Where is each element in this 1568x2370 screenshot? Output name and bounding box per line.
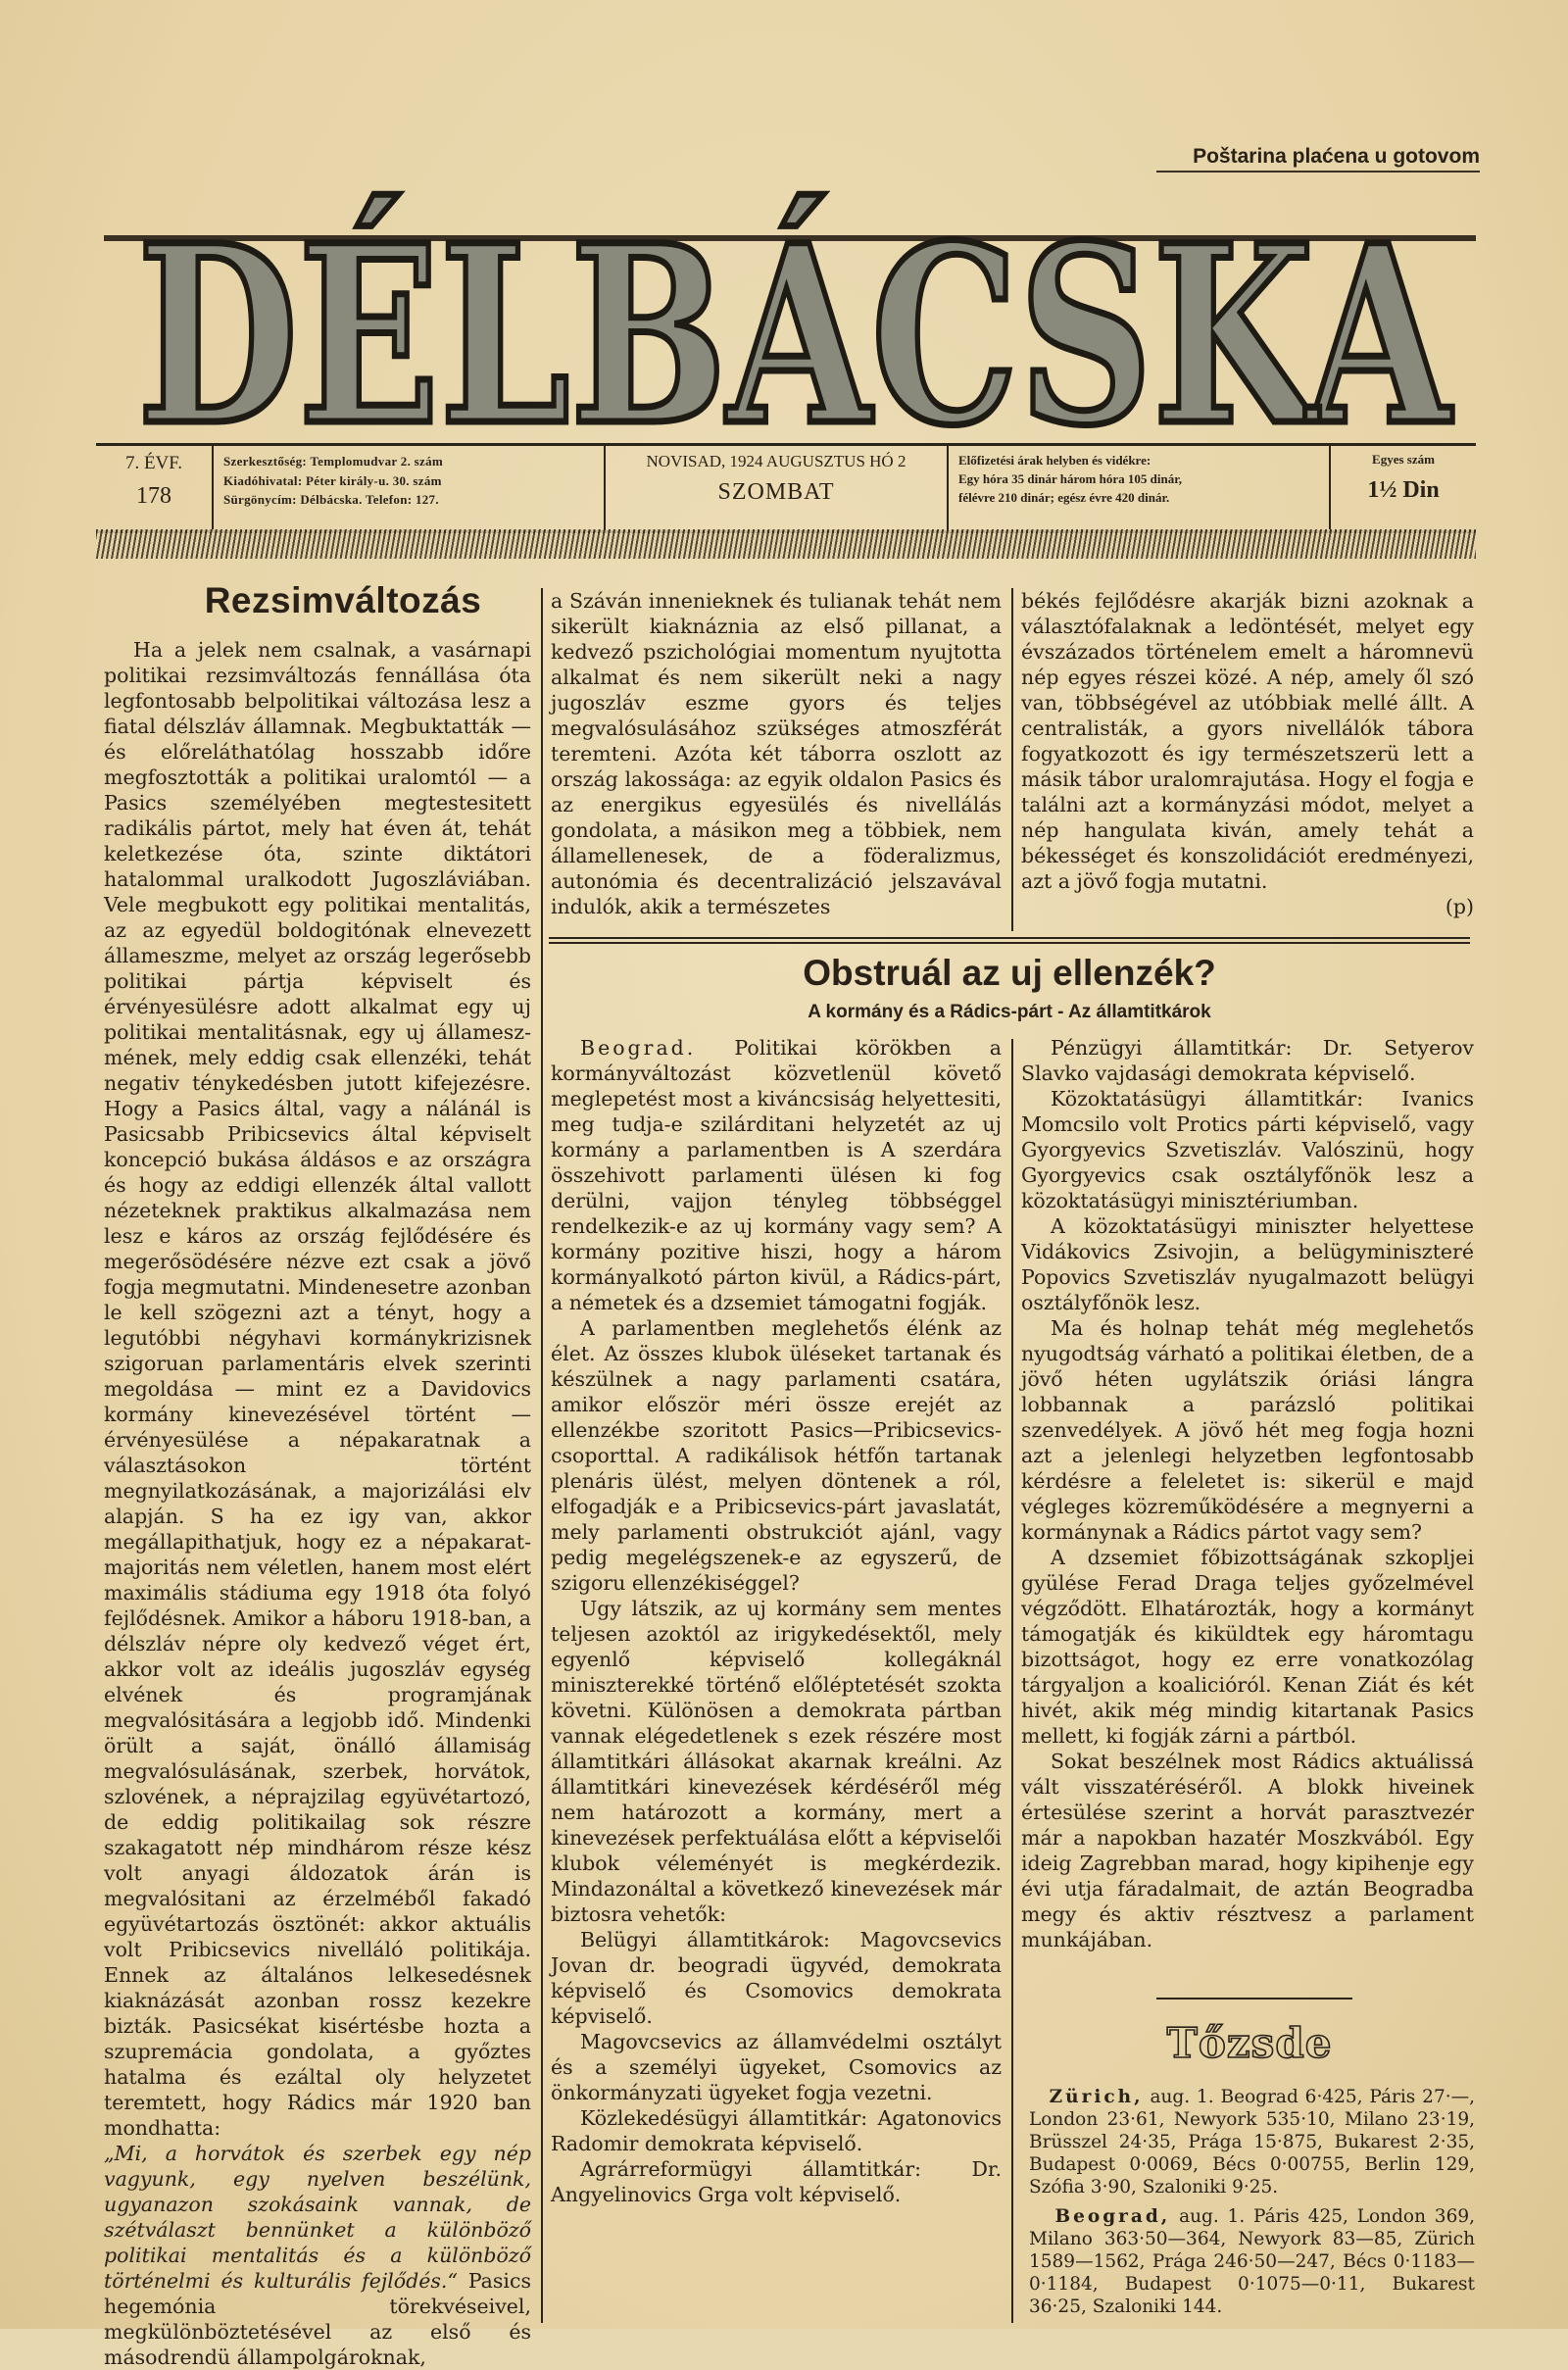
editorial-line: Szerkesztőség: Templomudvar 2. szám [223,454,444,469]
paragraph: Belügyi államtitkárok: Magovcsevics Jovan dr. beogradi ügyvéd, demokrata képviselő és Csomovics demokrata képviselő. [551,1928,1002,2028]
year-label: 7. ÉVF. [124,453,183,473]
article-subtitle: A kormány és a Rádics-párt - Az államtitkárok [808,1002,1211,1022]
signature: (p) [1445,895,1474,918]
article2-column3 [1021,1035,1474,1991]
price-line: félévre 210 dinár; egész évre 420 dinár. [958,489,1170,505]
editorial-cell [214,446,606,530]
paragraph: Sokat beszélnek most Rádics aktuálissá vált visszatéréséről. A blokk hiveinek értesülése szerint a horvát parasztvezér már a napokban hazatér Moszkvából. Egy ideig Zagrebban marad, hogy kipihenje egy évi utja fáradalmait, de aztán Beogradba megy és aktiv résztvesz a parlament munkájában. [1021,1750,1474,1951]
paragraph: a Száván innenieknek és tulianak tehát nem sikerült kiaknáznia az első pillanat, a kedvező pszichológiai momentum nyujtotta alkalmat és nem sikerült neki a nagy jugoszláv eszme gyors és teljes megvalósulásához szükséges atmoszférát teremteni. Azóta két táborra oszlott az ország lakossága: az egyik oldalon Pasics és az energikus egyesülés és nivellálás gondolata, a másikon meg a többiek, nem államellenesek, de a föderalizmus, autonómia és decentralizáció jelszavával indulók, akik a természetes [551,589,1002,918]
paragraph: Közlekedésügyi államtitkár: Agatonovics Radomir demokrata képviselő. [551,2106,1002,2155]
pull-quote: „Mi, a horvátok és szerbek egy nép vagyunk, egy nyelven beszélünk, ugyanazon szokásaink vannak, de szétválaszt bennünket a különböző politikai mentalitás és a különböző történelmi és kulturális fejlődés.“ Pasics hegemónia törekvéseivel, megkülönböztetésével az első és másodrendü állampolgároknak, [104,2142,531,2369]
paragraph: Beograd. Politikai körökben a kormányváltozást közvetlenül követő meglepetést most a kiváncsiság helyettesiti, meg tudja-e szilárditani helyzetét az uj kormány a parlamentben is A szerdára összehivott parlamenti ülésen ki fog derülni, vajjon tényleg többséggel rendelkezik-e az uj kormány vagy sem? A kormány pozitive hiszi, hogy a három kormányalkotó párton kivül, a Rádics-párt, a németek és a dzsemiet támogatni fogják. [551,1036,1002,1314]
single-copy-cell [1331,446,1476,530]
article-title: Rezsimváltozás [204,580,482,620]
price-line: Egy hóra 35 dinár három hóra 105 dinár, [958,470,1183,486]
paragraph: Magovcsevics az államvédelmi osztályt és a személyi ügyeket, Csomovics az önkormányzati ügyeket fogja vezetni. [551,2030,1002,2104]
column-rule [1011,1039,1013,2323]
tozsde-zurich: Zürich, aug. 1. Beograd 6·425, Páris 27·—, London 23·61, Newyork 535·10, Milano 23·19, Brüsszel 24·35, Prága 15·875, Bukarest 2·35, Budapest 0·0069, Bécs 0·00755, Berlin 129, Szófia 3·90, Szaloniki 9·25. [1029,2087,1475,2197]
column-rule [541,588,543,2323]
dateline: Beograd. [580,1036,697,1060]
section-divider [549,942,1470,944]
tozsde-city: Beograd, [1054,2206,1171,2227]
weekday: SZOMBAT [717,479,835,505]
editorial-line: Sürgönycím: Délbácska. Telefon: 127. [223,492,439,507]
info-bar [96,443,1476,533]
tozsde-title: Tőzsde [1166,2019,1333,2067]
decorative-hatch-band [96,529,1476,559]
article2-column2 [551,1035,1002,2325]
single-copy-label: Egyes szám [1372,452,1435,467]
editorial-line: Kiadóhivatal: Péter király-u. 30. szám [223,472,442,488]
paragraph: A közoktatásügyi miniszter helyettese Vidákovics Zsivojin, a belügyminiszteré Popovics Szvetiszláv nyugalmazott belügyi osztályfőnök lesz. [1021,1214,1474,1314]
masthead-title: DÉLBÁCSKA [137,191,1453,479]
paragraph: Pénzügyi államtitkár: Dr. Setyerov Slavko vajdasági demokrata képviselő. [1021,1036,1474,1085]
section-divider [549,937,1470,939]
price-line: Előfizetési árak helyben és vidékre: [958,453,1152,468]
article1-column2 [551,588,1002,919]
article1-column3 [1021,588,1474,919]
postage-note: Poštarina plaćena u gotovom [1156,145,1480,173]
single-copy-price: 1½ Din [1367,477,1440,503]
date-cell [606,446,949,530]
article-title: Obstruál az uj ellenzék? [803,953,1216,993]
paragraph: A dzsemiet főbizottságának szkopljei gyülése Ferad Draga telјes győzelmével végződött. Elhatározták, hogy a kormányt támogatják és kiküldtek egy háromtagu bizottságot, hogy ez erre vonatkozólag tárgyaljon a koalicióról. Kenan Ziát és két hivét, akik még mindig kitartanak Pasics mellett, ki fogják zárni a pártból. [1021,1546,1474,1748]
tozsde-rule [1156,1998,1352,2000]
tozsde-beograd: Beograd, aug. 1. Páris 425, London 369, Milano 363·50—364, Newyork 83—85, Zürich 1589—1562, Prága 246·50—247, Bécs 0·1183—0·1184, Budapest 0·1075—0·11, Bukarest 36·25, Szaloniki 144. [1029,2206,1475,2317]
article1-column1 [104,637,531,2369]
paragraph: békés fejlődésre akarják bizni azoknak a választófalaknak a ledöntését, melyet egy évszázados történelem emelt a háromnevü nép egyes részei közé. A nép, amely ől szó van, többségével az utóbbiak mellé állt. A centralisták, a gyors nivellálók tábora fogyatkozott és igy természetszerü lett a másik tábor uralomrajutása. Hogy el fogja e találni azt a kormányzási módot, melyet a nép hangulata kiván, amely tehát a békességet és konszolidációt eredményezi, azt a jövő fogja mutatni. [1021,589,1474,893]
subscription-cell [949,446,1331,530]
paragraph: Agrárreformügyi államtitkár: Dr. Angyelinovics Grga volt képviselő. [551,2157,1002,2206]
column-rule [1011,588,1013,931]
paragraph: Ha a jelek nem csalnak, a vasárnapi politikai rezsimváltozás fennállása óta legfontosabb belpolitikai változása lesz a fiatal délszláv államnak. Megbuktatták — és előreláthatólag hosszabb időre megfosztották a politikai uralomtól — a Pasics személyében megtestesitett radikális pártot, mely hat éven át, tehát keletkezése óta, szinte diktátori hatalommal uralkodott Jugoszláviában. Vele megbukott egy politikai mentalitás, az az egyedül boldogitónak elnevezett állameszme, melyet az ország legerősebb politikai pártja képviselt és érvényesülésre adott alkalmat egy uj politikai mentalitásnak, egy uj állameszmének, mely eddig csak ellenzéki, tehát negativ ténykedésben jutott kifejezésre. Hogy a Pasics által, vagy a nálánál is Pasicsabb Pribicsevics által képviselt koncepció bukása áldásos e az országra és hogy az eddigi ellenzék által vallott nézeteknek praktikus alkalmazása nem lesz e káros az ország fejlődésére és megerősödésére nézve ezt csak a jövő fogja megmutatni. Mindenesetre azonban le kell szögezni azt a tényt, hogy a legutóbbi négyhavi kormánykrizisnek szigoruan parlamentáris elvek szerinti megoldása — mint ez a Davidovics kormány kinevezésével történt — érvényesülése a népakaratnak a választásokon történt megnyilatkozásának, a majorizálási elv alapján. S ha ez igy van, akkor megállapithatjuk, hogy ez a népakaratmajoritás nem véletlen, hanem most elért maximális stádiuma egy 1918 óta folyó fejlődésnek. Amikor a háboru 1918-ban, a délszláv népre oly kedvező véget ért, akkor volt az ideális jugoszláv egység elvének és programjának megvalósitására a legjobb idő. Mindenki örült a saját, önálló államiság megvalósulásának, szerbek, horvátok, szlovének, a néprajzilag együvétartozó, de eddig politikailag sok részre szakagatott nép mindhárom része kész volt anyagi áldozatok árán is megvalósitani az érzelméből fakadó együvétartozás ösztönét: akkor aktuális volt Pribicsevics nivelláló politikája. Ennek az általános lelkesedésnek kiaknázását azonban rossz kezekre bizták. Pasicsékat kisértésbe hozta a szupremácia gondolata, a győztes hatalma és ezáltal oly helyzetet teremtett, hogy Rádics már 1920 ban mondhatta: [104,638,531,2140]
volume-cell [96,446,214,530]
date-line: NOVISAD, 1924 AUGUSZTUS HÓ 2 [646,452,906,470]
issue-number: 178 [136,482,172,509]
paragraph: Ugy látszik, az uj kormány sem mentes teljesen azoktól az irigykedésektől, mely egyenlő képviselő kollegáknál miniszterekké történő előléptetését szokta követni. Különösen a demokrata pártban vannak elégedetlenek s ezek részére most államtitkári állásokat akarnak kreálni. Az államtitkári kinevezések kérdéséről még nem határozott a kormány, mert a kinevezések perfektuálása előtt a képviselői klubok véleményét is megkérdezik. Mindazonáltal a következő kinevezések már biztosra vehetők: [551,1597,1002,1926]
paragraph: Közoktatásügyi államtitkár: Ivanics Momcsilo volt Protics párti képviselő, vagy Gyorgyevics Szvetiszláv. Valószinü, hogy Gyorgyevics csak osztályfőnök lesz a közoktatásügyi minisztériumban. [1021,1087,1474,1212]
paragraph: Ma és holnap tehát még meglehetős nyugodtság várható a politikai életben, de a jövő héten ugylátszik óriási lángra lobbannak a parázsló politikai szenvedélyek. A jövő hét meg fogja hozni azt a jelenlegi helyzetben legfontosabb kérdésre a feleletet is: sikerül e majd végleges közreműködésére a megnyerni a kormánynak a Rádics pártot vagy sem? [1021,1316,1474,1544]
tozsde-city: Zürich, [1049,2087,1144,2107]
paragraph: A parlamentben meglehetős élénk az élet. Az összes klubok üléseket tartanak és készülnek a nagy parlamenti csatára, amikor először méri össze erejét az ellenzékbe szoritott Pasics—Pribicsevics-csoporttal. A radikálisok hétfőn tartanak plenáris ülést, melyen döntenek a ról, elfogadják e a Pribicsevics-párt javaslatát, mely parlamenti obstrukciót ajánl, vagy pedig megelégszenek-e az egyszerű, de szigoru ellenzékiséggel? [551,1316,1002,1595]
